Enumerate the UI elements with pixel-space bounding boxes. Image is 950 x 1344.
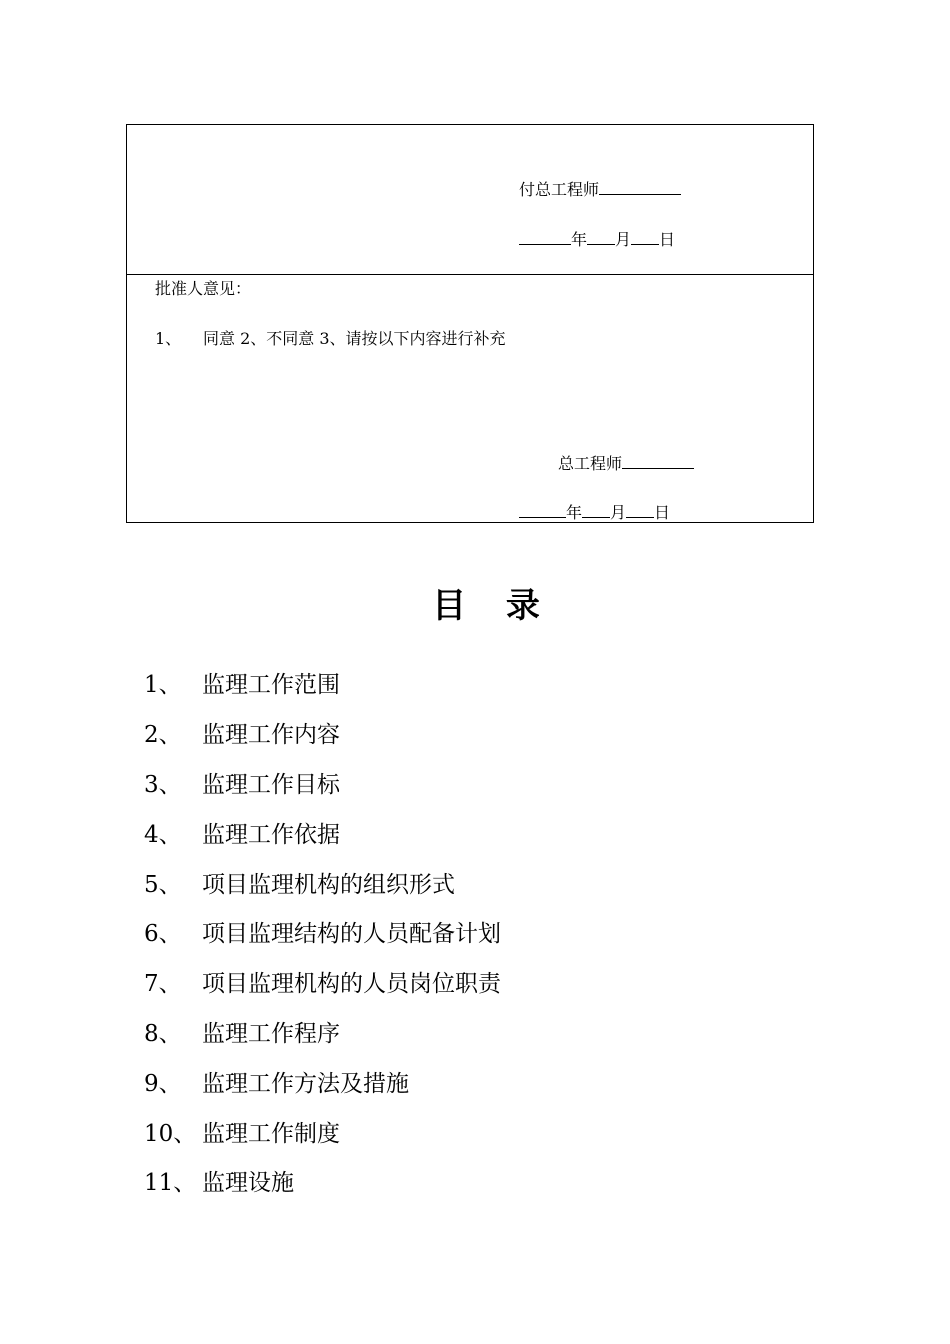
toc-item-text: 监理工作依据 <box>202 821 340 848</box>
toc-title: 目 录 <box>432 586 554 626</box>
year-label: 年 <box>566 503 583 522</box>
toc-item-number: 2、 <box>144 722 182 749</box>
toc-item-text: 监理工作目标 <box>202 771 340 798</box>
toc-item[interactable] <box>144 907 501 957</box>
year-blank[interactable] <box>519 502 566 518</box>
year-blank[interactable] <box>519 229 571 245</box>
toc-item[interactable] <box>144 1056 501 1106</box>
toc-item-number: 3、 <box>144 771 182 798</box>
toc-item-number: 4、 <box>144 821 182 848</box>
toc-item-text: 监理工作程序 <box>202 1020 340 1047</box>
toc-item[interactable] <box>144 807 501 857</box>
toc-item[interactable] <box>144 957 501 1007</box>
table-of-contents <box>144 658 501 1206</box>
chief-engineer-label: 总工程师 <box>558 454 623 473</box>
toc-item-text: 监理工作方法及措施 <box>202 1070 409 1097</box>
toc-item-text: 项目监理结构的人员配备计划 <box>202 921 501 948</box>
month-label: 月 <box>610 503 627 522</box>
approval-options-text: 同意 2、不同意 3、请按以下内容进行补充 <box>203 329 506 348</box>
toc-item-number: 8、 <box>144 1020 182 1047</box>
approval-options <box>155 329 506 349</box>
toc-item[interactable] <box>144 857 501 907</box>
day-label: 日 <box>654 503 671 522</box>
year-label: 年 <box>571 230 588 249</box>
deputy-engineer-signature-line[interactable] <box>599 179 681 195</box>
toc-item-text: 监理工作范围 <box>202 672 340 699</box>
toc-item-number: 1、 <box>144 672 182 699</box>
toc-item[interactable] <box>144 1106 501 1156</box>
month-blank[interactable] <box>587 229 615 245</box>
toc-item[interactable] <box>144 1007 501 1057</box>
toc-item[interactable] <box>144 658 501 708</box>
toc-item-text: 项目监理机构的组织形式 <box>202 871 455 898</box>
chief-engineer-signature <box>558 453 694 474</box>
toc-item[interactable] <box>144 708 501 758</box>
toc-item[interactable] <box>144 758 501 808</box>
toc-item-number: 11、 <box>144 1170 197 1197</box>
approval-options-number: 1、 <box>155 329 182 348</box>
chief-engineer-signature-line[interactable] <box>622 453 694 469</box>
month-label: 月 <box>615 230 632 249</box>
toc-item-number: 6、 <box>144 921 182 948</box>
toc-item-text: 监理工作制度 <box>202 1120 340 1147</box>
deputy-engineer-label: 付总工程师 <box>519 180 600 199</box>
toc-item-number: 10、 <box>144 1120 197 1147</box>
approver-opinion-label: 批准人意见： <box>155 279 252 298</box>
toc-item[interactable] <box>144 1156 501 1206</box>
toc-item-text: 项目监理机构的人员岗位职责 <box>202 971 501 998</box>
deputy-engineer-signature <box>519 179 681 200</box>
day-label: 日 <box>659 230 676 249</box>
month-blank[interactable] <box>582 502 610 518</box>
toc-item-number: 9、 <box>144 1070 182 1097</box>
day-blank[interactable] <box>631 229 659 245</box>
deputy-engineer-date <box>519 229 675 250</box>
toc-item-number: 7、 <box>144 971 182 998</box>
toc-item-text: 监理设施 <box>202 1170 294 1197</box>
approval-form <box>126 124 814 523</box>
toc-item-text: 监理工作内容 <box>202 722 340 749</box>
form-divider <box>127 274 813 275</box>
toc-item-number: 5、 <box>144 871 182 898</box>
day-blank[interactable] <box>626 502 654 518</box>
chief-engineer-date <box>519 502 670 523</box>
